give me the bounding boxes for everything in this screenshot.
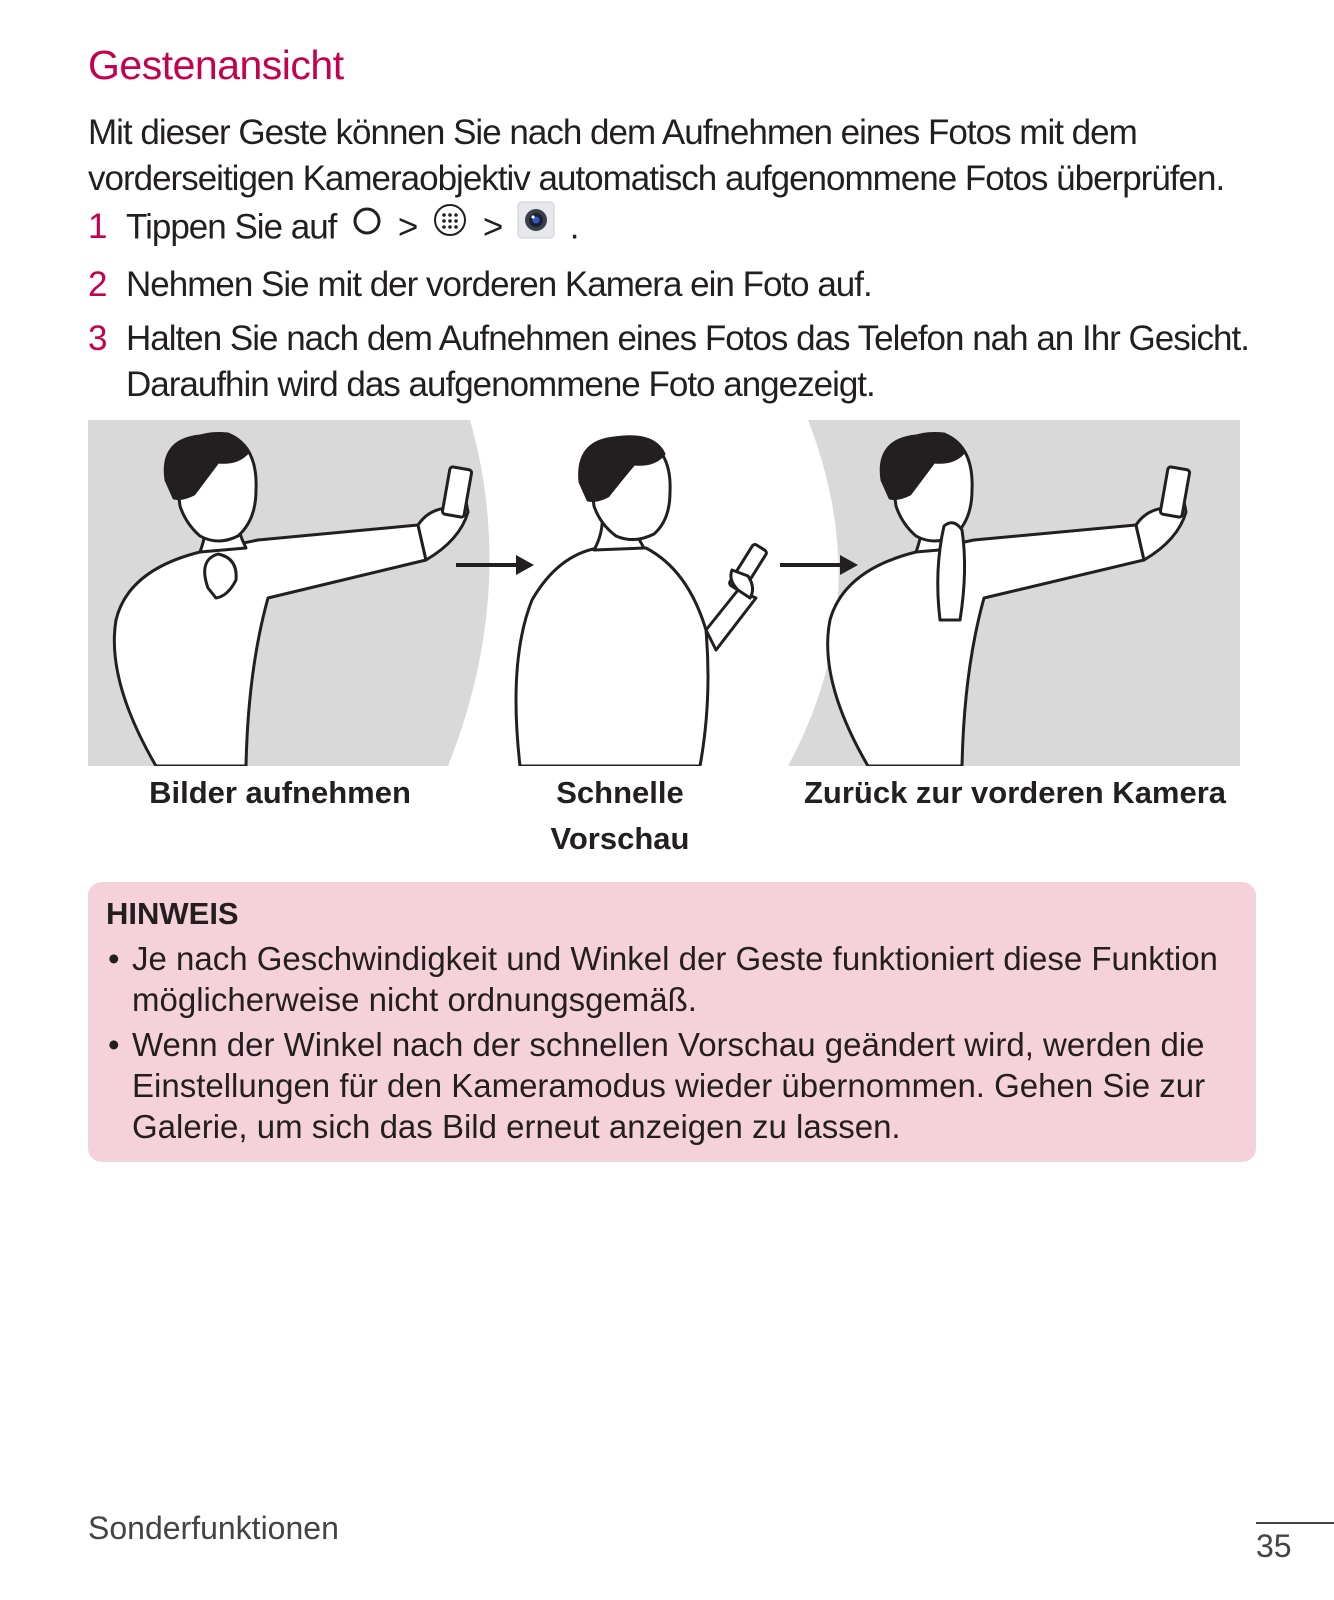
steps-list <box>88 204 1288 416</box>
camera-app-icon <box>517 201 555 251</box>
note-item-text: Je nach Geschwindigkeit und Winkel der Geste funktioniert diese Funktion möglicherweise nicht ordnungsgemäß. <box>132 940 1218 1018</box>
caption-back-to-front-camera: Zurück zur vorderen Kamera <box>803 775 1227 810</box>
note-item-text: Wenn der Winkel nach der schnellen Vorschau geändert wird, werden die Einstellungen für den Kameramodus wieder übernommen. Gehen Sie zur Galerie, um sich das Bild erneut anzeigen zu lassen. <box>132 1026 1206 1145</box>
bullet: • <box>108 940 120 977</box>
person-viewing-phone <box>516 437 768 766</box>
step-separator: > <box>482 207 503 247</box>
note-heading: HINWEIS <box>106 896 239 931</box>
step-number: 2 <box>88 265 107 304</box>
page-number: 35 <box>1256 1528 1292 1564</box>
page-title: Gestenansicht <box>88 42 344 88</box>
step-text: Nehmen Sie mit der vorderen Kamera ein Foto auf. <box>126 265 872 304</box>
step-2 <box>88 262 1288 308</box>
footer-section-name: Sonderfunktionen <box>88 1510 339 1546</box>
step-separator: > <box>397 207 418 247</box>
footer-divider <box>1256 1522 1334 1524</box>
step-number: 1 <box>88 207 107 246</box>
step-text: Tippen Sie auf <box>126 207 337 247</box>
step-end: . <box>569 207 579 247</box>
gesture-illustration <box>88 420 1240 766</box>
home-circle-icon <box>351 203 383 249</box>
note-item <box>106 938 1226 1020</box>
caption-take-picture: Bilder aufnehmen <box>149 775 411 810</box>
step-3 <box>88 316 1288 408</box>
intro-paragraph: Mit dieser Geste können Sie nach dem Aufnehmen eines Fotos mit dem vorderseitigen Kameraobjektiv automatisch aufgenommene Fotos überprüfen. <box>88 113 1225 198</box>
step-text: Halten Sie nach dem Aufnehmen eines Fotos das Telefon nah an Ihr Gesicht. Daraufhin wird das aufgenommene Foto angezeigt. <box>126 319 1249 404</box>
bullet: • <box>108 1026 120 1063</box>
note-list <box>106 938 1226 1151</box>
caption-quick-preview: Schnelle Vorschau <box>550 775 690 856</box>
step-number: 3 <box>88 319 107 358</box>
step-1 <box>88 204 1288 254</box>
apps-grid-icon <box>432 202 468 250</box>
note-item <box>106 1024 1226 1147</box>
note-box <box>88 882 1256 1162</box>
